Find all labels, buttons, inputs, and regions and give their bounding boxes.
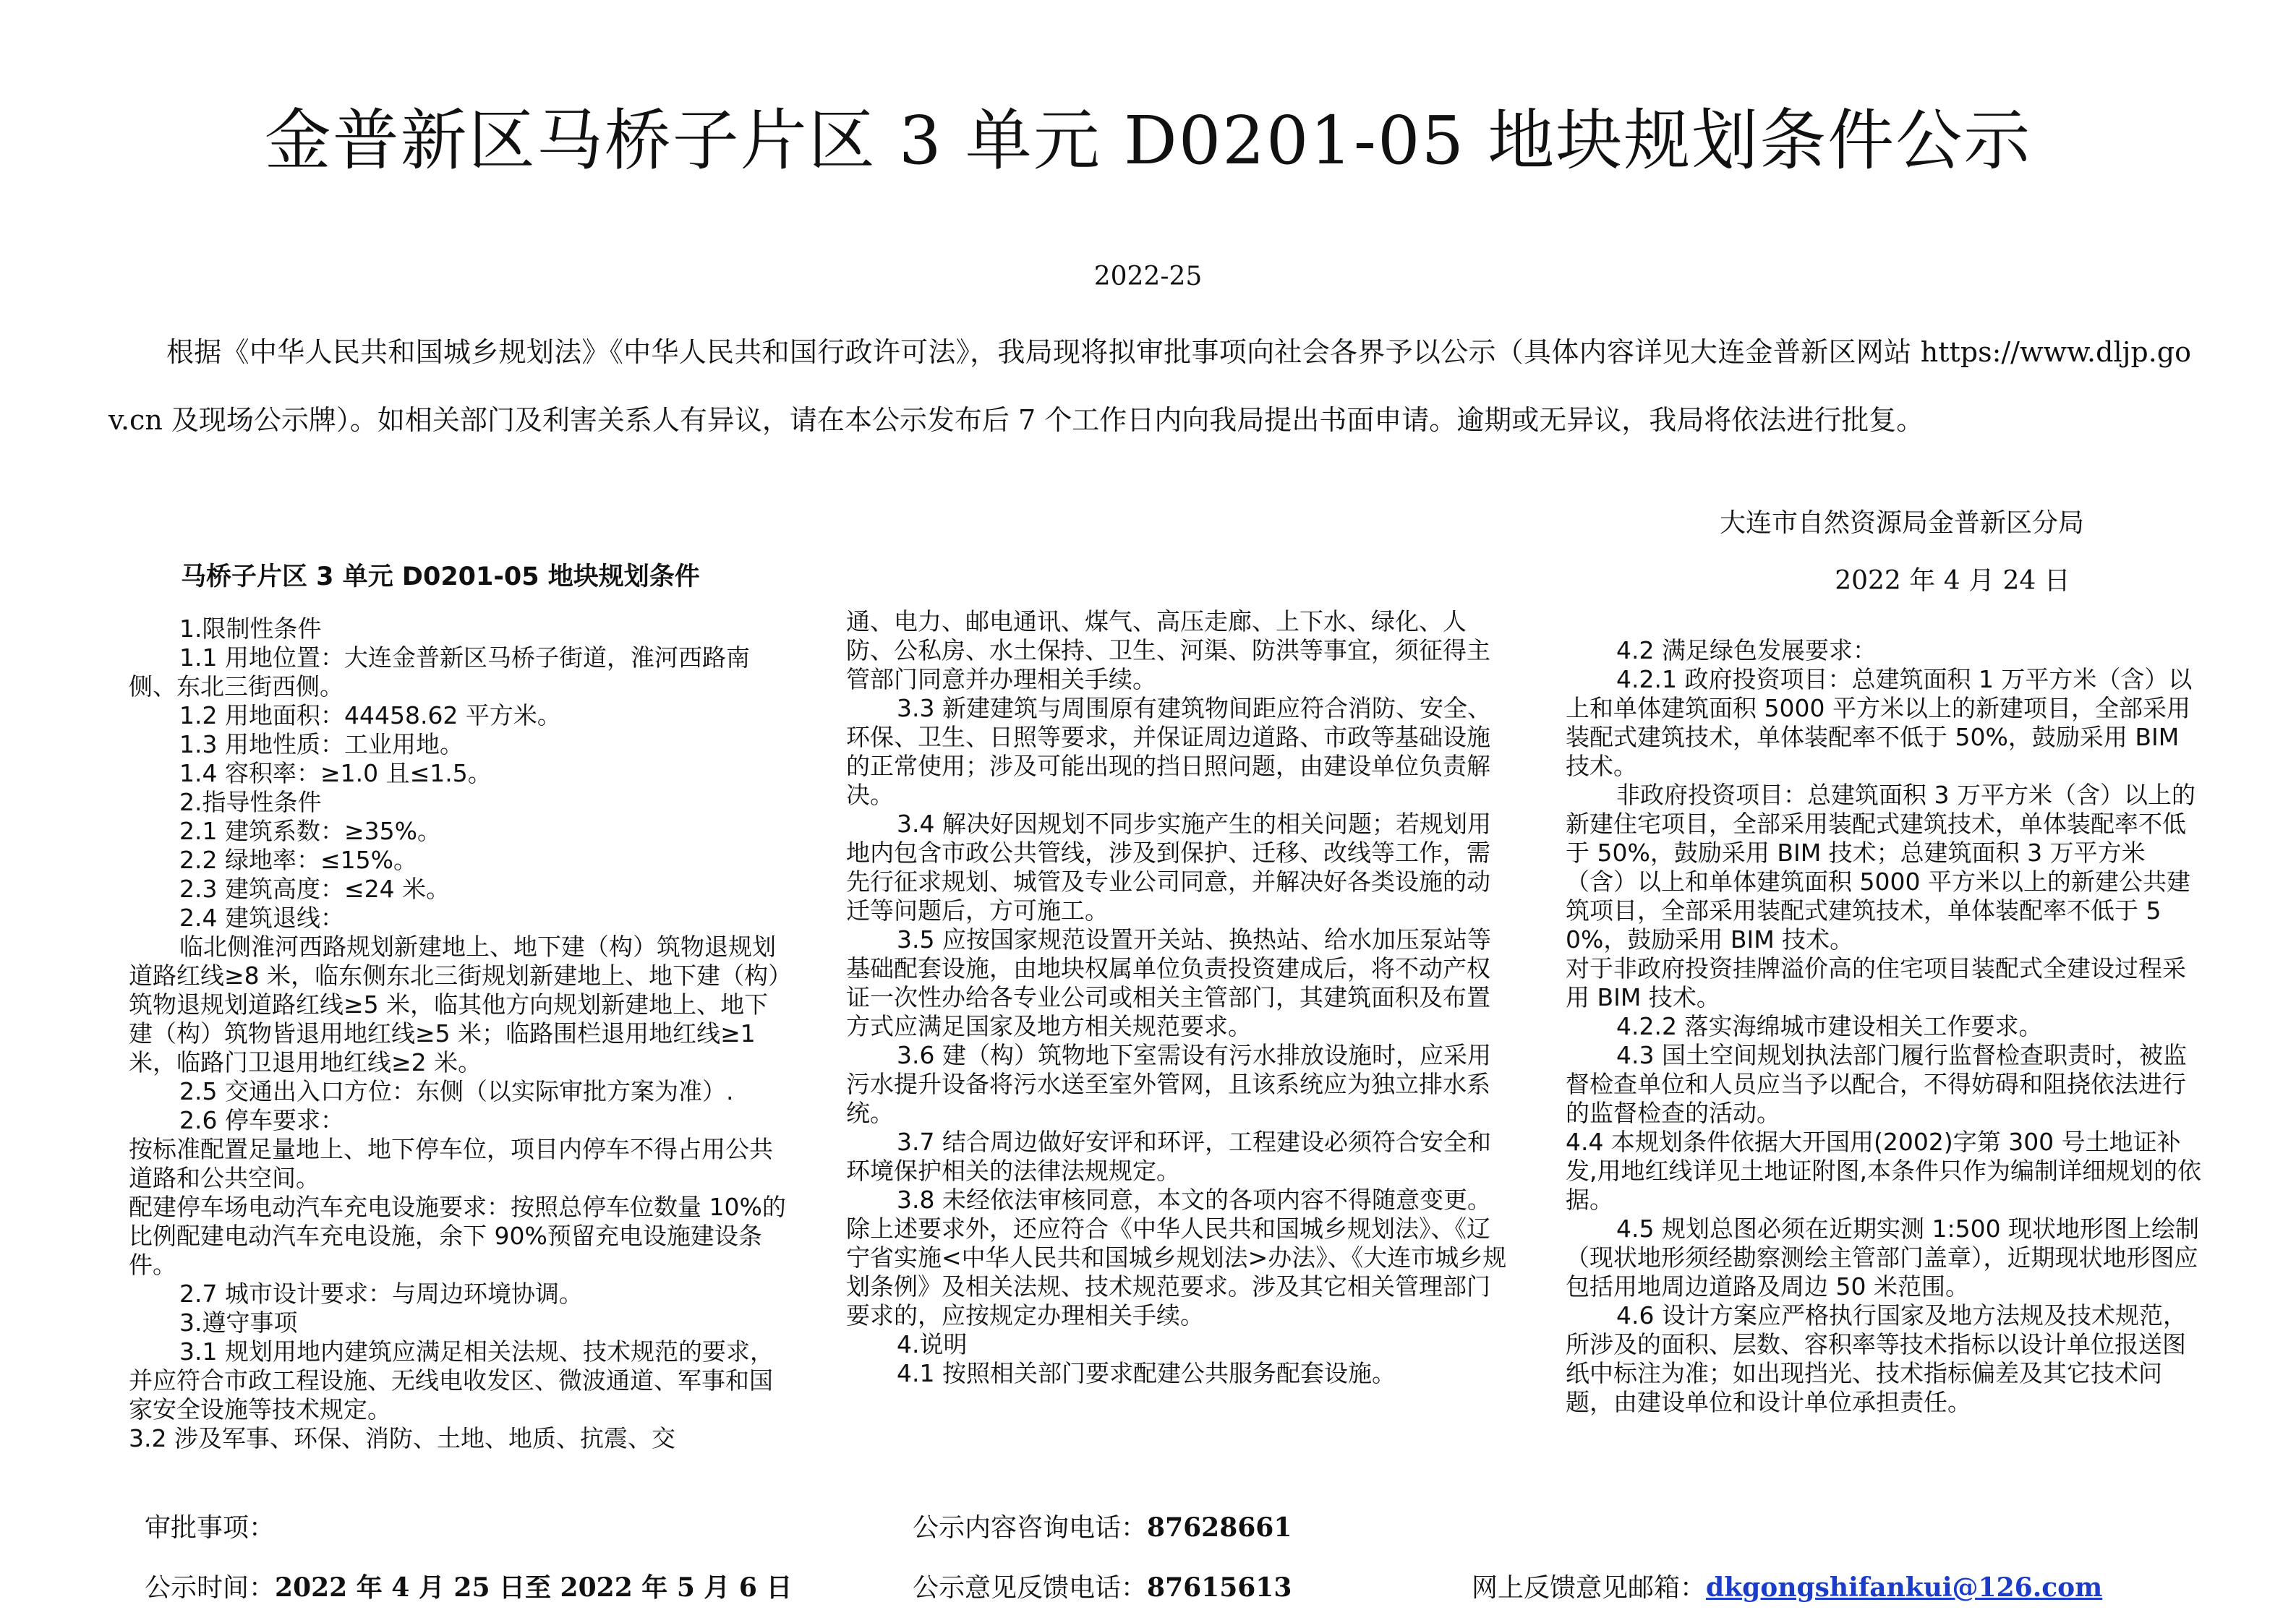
feedback-label: 公示意见反馈电话： (913, 1573, 1148, 1603)
column-left (129, 614, 788, 1453)
clause: 1.4 容积率：≥1.0 且≤1.5。 (179, 759, 492, 787)
clause: 4.6 设计方案应严格执行国家及地方法规及技术规范，所涉及的面积、层数、容积率等技术指标以设计单位报送图纸中标注为准；如出现挡光、技术指标偏差及其它技术问题，由建设单位和设计单位承担责任。 (1566, 1301, 2187, 1416)
clause: 4.2 满足绿色发展要求： (1616, 636, 1877, 664)
section-heading: 1.限制性条件 (179, 614, 322, 643)
publicity-period (145, 1567, 793, 1604)
clause: 1.3 用地性质：工业用地。 (179, 730, 464, 758)
conditions-subtitle: 马桥子片区 3 单元 D0201-05 地块规划条件 (181, 562, 700, 591)
intro-paragraph: 根据《中华人民共和国城乡规划法》《中华人民共和国行政许可法》，我局现将拟审批事项向社会各界予以公示（具体内容详见大连金普新区网站 https://www.dljp.gov.cn 及现场公示牌）。如相关部门及利害关系人有异议，请在本公示发布后 7 个工作日内向我局提出书面申请。逾期或无异议，我局将依法进行批复。 (108, 336, 2191, 436)
publish-date: 2022 年 4 月 24 日 (1835, 566, 2070, 596)
feedback-phone: 87615613 (1147, 1572, 1292, 1603)
clause: 除上述要求外，还应符合《中华人民共和国城乡规划法》、《辽宁省实施<中华人民共和国城乡规划法>办法》、《大连市城乡规划条例》及相关法规、技术规范要求。涉及其它相关管理部门要求的，应按规定办理相关手续。 (846, 1215, 1507, 1329)
clause: 临北侧淮河西路规划新建地上、地下建（构）筑物退规划道路红线≥8 米，临东侧东北三街规划新建地上、地下建（构）筑物退规划道路红线≥5 米，临其他方向规划新建地上、地下建（构）筑物皆退用地红线≥5 米；临路围栏退用地红线≥1 米，临路门卫退用地红线≥2 米。 (129, 933, 780, 1076)
column-middle (846, 607, 1508, 1388)
time-label: 公示时间： (145, 1573, 276, 1603)
clause: 3.7 结合周边做好安评和环评，工程建设必须符合安全和环境保护相关的法律法规规定。 (846, 1128, 1491, 1185)
clause: 4.5 规划总图必须在近期实测 1:500 现状地形图上绘制（现状地形须经勘察测绘主管部门盖章），近期现状地形图应包括用地周边道路及周边 50 米范围。 (1566, 1215, 2200, 1301)
clause: 4.1 按照相关部门要求配建公共服务配套设施。 (897, 1359, 1396, 1387)
clause: 4.3 国土空间规划执法部门履行监督检查职责时，被监督检查单位和人员应当予以配合，不得妨碍和阻挠依法进行的监督检查的活动。 (1566, 1041, 2187, 1127)
document-number: 2022-25 (1093, 262, 1203, 291)
consult-phone-line (913, 1507, 1292, 1544)
clause: 2.5 交通出入口方位：东侧（以实际审批方案为准）. (179, 1077, 734, 1105)
clause: 2.4 建筑退线： (179, 904, 344, 932)
feedback-email-line (1472, 1567, 2102, 1604)
clause: 3.8 未经依法审核同意，本文的各项内容不得随意变更。 (897, 1186, 1491, 1214)
clause: 3.2 涉及军事、环保、消防、土地、地质、抗震、交 (129, 1424, 675, 1452)
clause: 配建停车场电动汽车充电设施要求：按照总停车位数量 10%的比例配建电动汽车充电设施，余下 90%预留充电设施建设条件。 (129, 1193, 786, 1279)
column-right (1566, 636, 2202, 1417)
clause: 2.1 建筑系数：≥35%。 (179, 817, 441, 845)
section-heading: 4.说明 (897, 1330, 968, 1358)
approval-item (145, 1507, 275, 1544)
clause: 3.5 应按国家规范设置开关站、换热站、给水加压泵站等基础配套设施，由地块权属单位负责投资建成后，将不动产权证一次性办给各专业公司或相关主管部门，其建筑面积及布置方式应满足国家及地方相关规范要求。 (846, 925, 1491, 1040)
clause: 2.2 绿地率：≤15%。 (179, 846, 417, 874)
clause: 2.3 建筑高度：≤24 米。 (179, 875, 451, 903)
feedback-phone-line (913, 1567, 1292, 1604)
clause: 对于非政府投资挂牌溢价高的住宅项目装配式全建设过程采用 BIM 技术。 (1566, 954, 2186, 1011)
clause: 2.6 停车要求： (179, 1106, 344, 1134)
clause: 通、电力、邮电通讯、煤气、高压走廊、上下水、绿化、人防、公私房、水土保持、卫生、河渠、防洪等事宜，须征得主管部门同意并办理相关手续。 (846, 607, 1490, 693)
section-heading: 3.遵守事项 (179, 1309, 298, 1337)
email-label: 网上反馈意见邮箱： (1472, 1573, 1707, 1603)
clause: 4.2.1 政府投资项目：总建筑面积 1 万平方米（含）以上和单体建筑面积 5000 平方米以上的新建项目，全部采用装配式建筑技术，单体装配率不低于 50%，鼓励采用 BIM 技术。 (1566, 665, 2193, 780)
clause: 4.2.2 落实海绵城市建设相关工作要求。 (1616, 1012, 2043, 1040)
clause: 3.1 规划用地内建筑应满足相关法规、技术规范的要求，并应符合市政工程设施、无线电收发区、微波通道、军事和国家安全设施等技术规定。 (129, 1337, 774, 1423)
section-heading: 2.指导性条件 (179, 788, 322, 816)
clause: 3.3 新建建筑与周围原有建筑物间距应符合消防、安全、环保、卫生、日照等要求，并保证周边道路、市政等基础设施的正常使用；涉及可能出现的挡日照问题，由建设单位负责解决。 (846, 694, 1491, 809)
issuer-name: 大连市自然资源局金普新区分局 (1719, 508, 2084, 538)
clause: 3.6 建（构）筑物地下室需设有污水排放设施时，应采用污水提升设备将污水送至室外管网，且该系统应为独立排水系统。 (846, 1041, 1491, 1127)
clause: 2.7 城市设计要求：与周边环境协调。 (179, 1280, 583, 1308)
page-title: 金普新区马桥子片区 3 单元 D0201-05 地块规划条件公示 (264, 102, 2032, 179)
consult-label: 公示内容咨询电话： (913, 1513, 1148, 1543)
clause: 1.2 用地面积：44458.62 平方米。 (179, 701, 561, 729)
clause: 4.4 本规划条件依据大开国用(2002)字第 300 号土地证补发,用地红线详见土地证附图,本条件只作为编制详细规划的依据。 (1566, 1128, 2201, 1214)
time-value: 2022 年 4 月 25 日至 2022 年 5 月 6 日 (275, 1572, 793, 1603)
clause: 3.4 解决好因规划不同步实施产生的相关问题；若规划用地内包含市政公共管线，涉及到保护、迁移、改线等工作，需先行征求规划、城管及专业公司同意，并解决好各类设施的动迁等问题后，方可施工。 (846, 810, 1491, 925)
approval-label: 审批事项： (145, 1513, 276, 1543)
clause: 1.1 用地位置：大连金普新区马桥子街道，淮河西路南侧、东北三街西侧。 (129, 643, 750, 701)
clause: 非政府投资项目：总建筑面积 3 万平方米（含）以上的新建住宅项目，全部采用装配式建筑技术，单体装配率不低于 50%，鼓励采用 BIM 技术；总建筑面积 3 万平方米（含）以上和单体建筑面积 5000 平方米以上的新建公共建筑项目，全部采用装配式建筑技术，单体装配率不低于 50%，鼓励采用 BIM 技术。 (1566, 781, 2195, 954)
clause: 按标准配置足量地上、地下停车位，项目内停车不得占用公共道路和公共空间。 (129, 1135, 773, 1192)
consult-phone: 87628661 (1147, 1512, 1292, 1543)
email-link[interactable]: dkgongshifankui@126.com (1706, 1572, 2103, 1603)
